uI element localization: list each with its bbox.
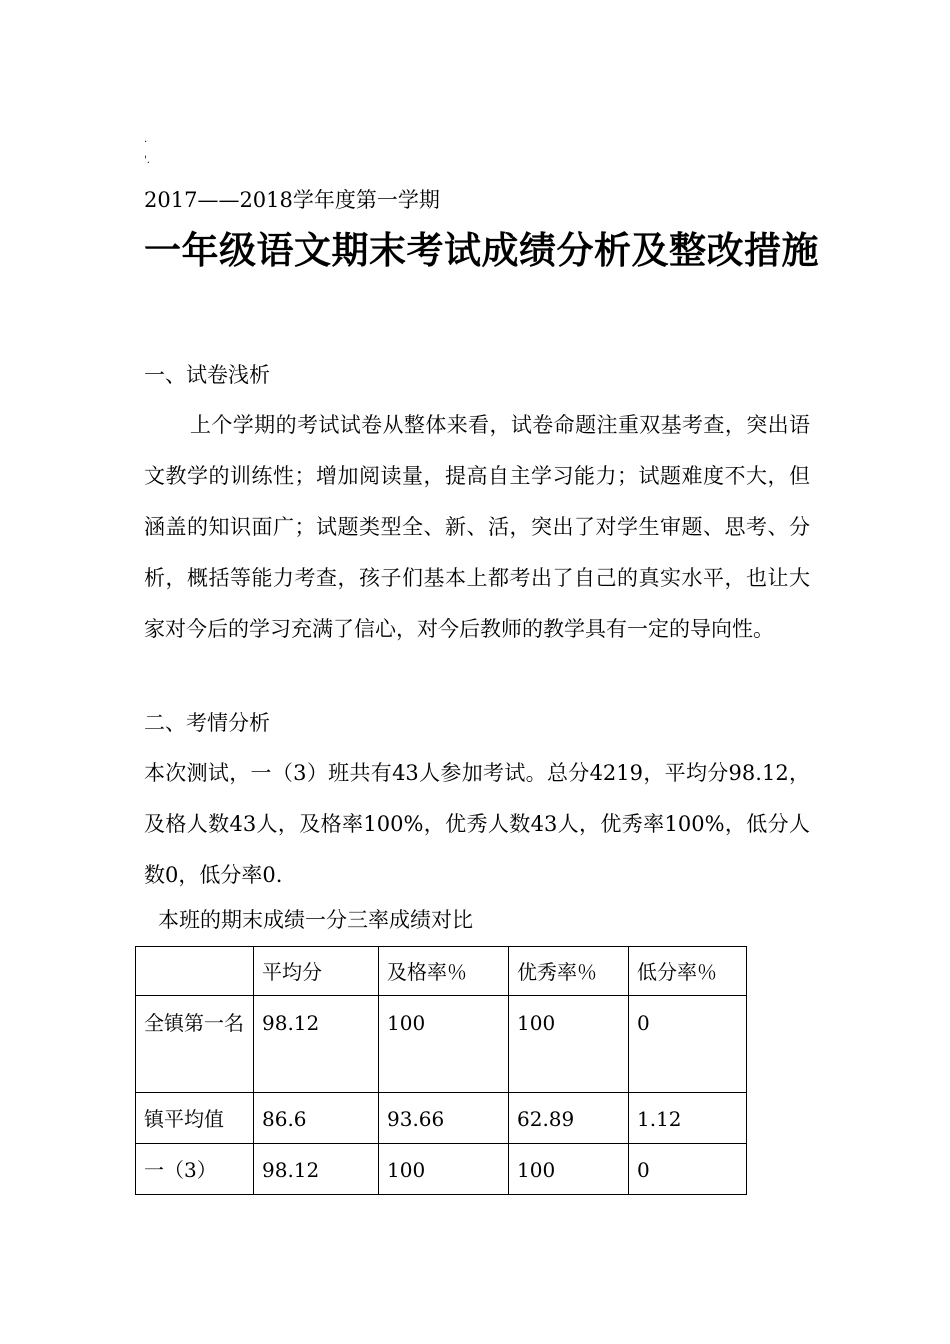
table-cell: 全镇第一名 [136, 996, 254, 1093]
section-heading-paper-analysis: 一、试卷浅析 [144, 363, 270, 387]
table-cell: 100 [379, 1144, 509, 1195]
table-cell: 98.12 [254, 996, 379, 1093]
table-cell: 100 [509, 996, 629, 1093]
header-mark: . [144, 134, 148, 145]
table-cell: 62.89 [509, 1093, 629, 1144]
table-caption: 本班的期末成绩一分三率成绩对比 [158, 908, 473, 932]
table-header-cell: 及格率％ [379, 947, 509, 996]
table-header-cell: 优秀率％ [509, 947, 629, 996]
table-row [136, 1093, 747, 1144]
table-header-cell: 低分率％ [629, 947, 747, 996]
exam-analysis-paragraph: 本次测试，一（3）班共有43人参加考试。总分4219，平均分98.12，及格人数43人，及格率100%，优秀人数43人，优秀率100%，低分人数0，低分率0. [144, 761, 810, 887]
table-cell: 一（3） [136, 1144, 254, 1195]
table-cell: 98.12 [254, 1144, 379, 1195]
table-cell: 100 [379, 996, 509, 1093]
table-row [136, 996, 747, 1093]
table-row [136, 1144, 747, 1195]
section-heading-exam-analysis: 二、考情分析 [144, 711, 270, 735]
table-cell: 100 [509, 1144, 629, 1195]
table-cell: 93.66 [379, 1093, 509, 1144]
term-subtitle: 2017——2018学年度第一学期 [144, 188, 440, 212]
score-comparison-table [135, 946, 747, 1195]
table-header-cell: 平均分 [254, 947, 379, 996]
header-mark: '. [144, 155, 150, 166]
paper-analysis-paragraph: 上个学期的考试试卷从整体来看，试卷命题注重双基考查，突出语文教学的训练性；增加阅读量，提高自主学习能力；试题难度不大，但涵盖的知识面广；试题类型全、新、活，突出了对学生审题、思考、分析，概括等能力考查，孩子们基本上都考出了自己的真实水平，也让大家对今后的学习充满了信心，对今后教师的教学具有一定的导向性。 [144, 413, 810, 641]
table-cell: 0 [629, 1144, 747, 1195]
table-header-cell [136, 947, 254, 996]
table-header-row [136, 947, 747, 996]
table-cell: 1.12 [629, 1093, 747, 1144]
table-cell: 0 [629, 996, 747, 1093]
table-cell: 镇平均值 [136, 1093, 254, 1144]
table-cell: 86.6 [254, 1093, 379, 1144]
document-title: 一年级语文期末考试成绩分析及整改措施 [144, 229, 819, 272]
